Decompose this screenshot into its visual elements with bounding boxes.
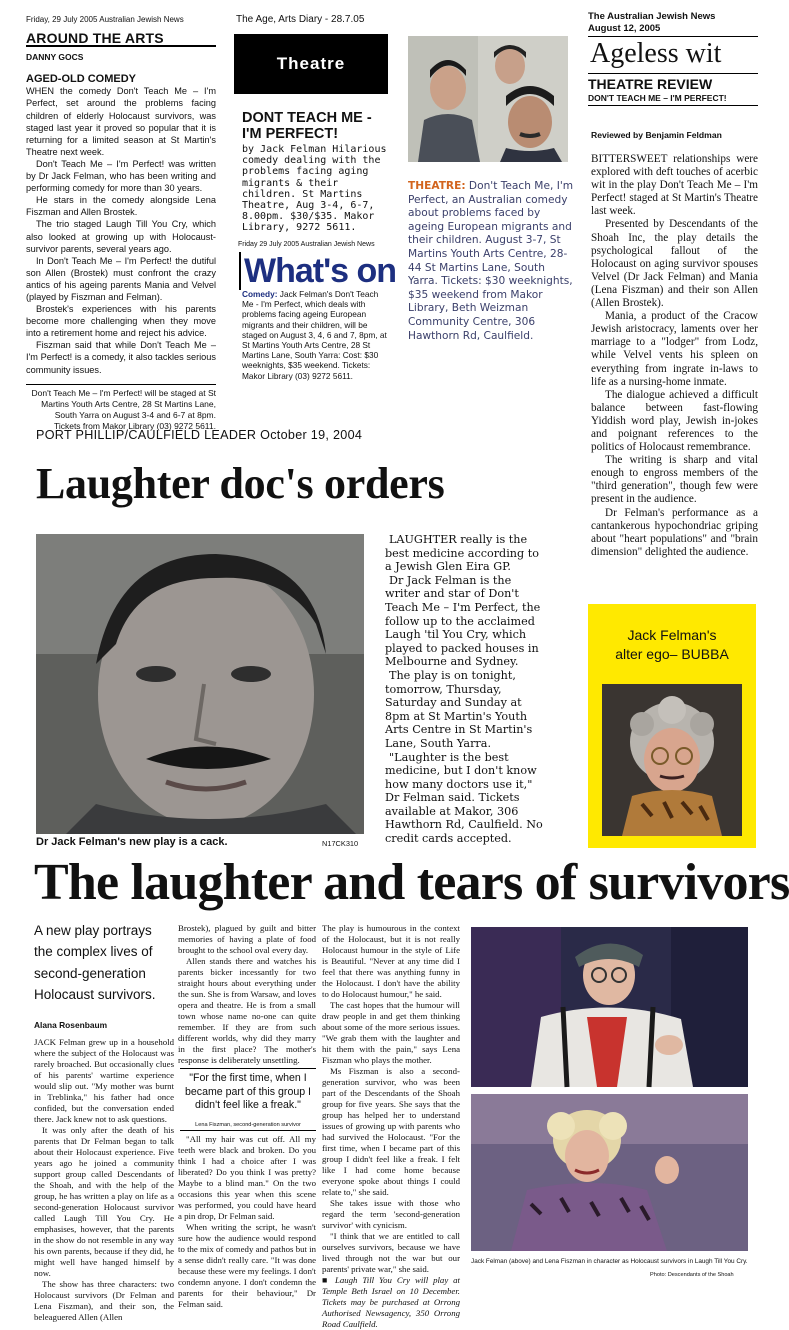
- byline: Alana Rosenbaum: [34, 1020, 108, 1030]
- clipping-header: Friday 29 July 2005 Australian Jewish News: [238, 241, 375, 248]
- paragraph: Ms Fiszman is also a second-generation survivor, who was been part of the Descendants of the Shoah group for five years. She says that the group has helped her to understand issues of growing up with parents who had survived the Holocaust. "For the first time, when I became part of this group I didn't feel like a freak. I felt like I had come home because everyone spoke about things I could relate to," she said.: [322, 1066, 460, 1197]
- paragraph: "I think that we are entitled to call ourselves survivors, because we have lived through not the war but our parents' private war," she said.: [322, 1231, 460, 1274]
- around-the-arts-clipping: [26, 14, 216, 431]
- bubba-panel: [588, 604, 756, 848]
- paragraph: Dr Felman's performance as a cantankerous hypochondriac griping about "heart populations" and "brain dimension" delighted the audience.: [591, 506, 758, 558]
- listing-title: DONT TEACH ME - I'M PERFECT!: [242, 110, 372, 142]
- bubba-caption-line: Jack Felman's: [627, 627, 717, 643]
- paragraph: WHEN the comedy Don't Teach Me – I'm Perfect, set around the problems facing children of elderly Holocaust survivors, was staged last year it proved so popular that it is returning for a limited season at St Martin's Theatre next week.: [26, 86, 216, 157]
- pull-quote-credit: Lena Fiszman, second-generation survivor: [180, 1122, 316, 1131]
- bubba-caption: [588, 626, 756, 664]
- paragraph: She takes issue with those who regard the term 'second-generation survivor' with cynicism.: [322, 1198, 460, 1230]
- event-note: ■ Laugh Till You Cry will play at Temple Beth Israel on 10 December. Tickets may be purchased at Orrong Authorised Newsagency, 350 Orrong Road Caulfield.: [322, 1275, 460, 1329]
- paragraph: He stars in the comedy alongside Lena Fiszman and Allen Brostek.: [26, 195, 216, 218]
- paragraph: The dialogue achieved a difficult balance between fast-flowing Yiddish word play, Jewish in-jokes and poignant references to the politics of Holocaust remembrance.: [591, 388, 758, 454]
- fiszman-in-character-image: [471, 1094, 748, 1251]
- listing-body: by Jack Felman Hilarious comedy dealing with the problems facing aging migrants & their children. St Martins Theatre, Aug 3-4, 6-7, 8.00pm. $30/$35. Makor Library, 9272 5611.: [242, 144, 387, 234]
- paragraph: Mania, a product of the Cracow Jewish aristocracy, laments over her marriage to a "lodger" from Lodz, while Velvel vents his spleen on everything from ingrate in-laws to life as a nursing-home inmate.: [591, 310, 758, 388]
- fiszman-in-character-photo: [471, 1094, 748, 1251]
- paragraph: "All my hair was cut off. All my teeth were black and broken. Do you think I had a choice after I was liberated? Do you think I was pretty? Maybe to a blind man." On the two occasions this year when this scene was performed, you could have heard a pin drop, Dr Felman said.: [178, 1134, 316, 1221]
- photo-code: N17CK310: [322, 839, 359, 848]
- paragraph: In Don't Teach Me – I'm Perfect! the dutiful son Allen (Brostek) must confront the crazy antics of his ageing parents Mania and Velvel (played by Fiszman and Felman).: [26, 255, 216, 302]
- review-title: Ageless wit: [588, 36, 758, 71]
- paragraph: Allen stands there and watches his parents bicker incessantly for two straight hours about everything under the sun. She is from Warsaw, and loves opera and theatre. He is from a small town whose name no-one can quite remember. If they are from such different worlds, why did they marry in the first place? The mother's response is deliberately unsettling.: [178, 956, 316, 1065]
- paragraph: LAUGHTER really is the best medicine according to a Jewish Glen Eira GP.: [385, 533, 539, 574]
- section-tag: Theatre: [234, 34, 388, 94]
- article-headline: Laughter doc's orders: [36, 459, 445, 508]
- article-standfirst: A new play portrays the complex lives of second-generation Holocaust survivors.: [34, 923, 156, 1002]
- source-date: August 12, 2005: [588, 23, 661, 34]
- paragraph: Dr Jack Felman is the writer and star of Don't Teach Me – I'm Perfect, the follow up to the acclaimed Laugh 'til You Cry, which played to packed houses in Melbourne and Sydney.: [385, 573, 541, 669]
- listing-lead: Comedy:: [242, 289, 278, 299]
- paragraph: The show has three characters: two Holocaust survivors (Dr Felman and Lena Fiszman), and their son, the beleaguered Allen (Allen: [34, 1279, 174, 1322]
- whats-on-logo: What's on: [239, 252, 396, 290]
- paragraph: "Laughter is the best medicine, but I don't know how many doctors use it," Dr Felman said. Tickets available at Makor, 306 Hawthorn Rd, Caulfield. No credit cards accepted.: [385, 750, 543, 846]
- paragraph: The play is on tonight, tomorrow, Thursday, Saturday and Sunday at 8pm at St Martin's Youth Arts Centre in St Martin's Lane, South Yarra.: [385, 668, 533, 750]
- review-body: [591, 153, 758, 559]
- headline: AGED-OLD COMEDY: [26, 73, 136, 86]
- paragraph: Brostek), plagued by guilt and bitter memories of having a plate of food brought to the school oval every day.: [178, 923, 316, 955]
- felman-portrait-image: [36, 534, 364, 834]
- source-label: The Age, Arts Diary - 28.7.05: [236, 14, 365, 25]
- column-title: AROUND THE ARTS: [26, 32, 216, 47]
- felman-in-character-photo: [471, 927, 748, 1087]
- pull-quote: "For the first time, when I became part of this group I didn't feel like a freak.": [180, 1068, 316, 1113]
- review-section: THEATRE REVIEW: [588, 73, 758, 92]
- paragraph: The trio staged Laugh Till You Cry, which also looked at growing up with Holocaust-survivor parents, several years ago.: [26, 219, 216, 254]
- review-subtitle: DON'T TEACH ME – I'M PERFECT!: [588, 93, 758, 106]
- paragraph: When writing the script, he wasn't sure how the audience would respond to the mix of comedy and pathos but in a sense didn't really care. "It was done because these were my feelings. I don't condemn anyone. I don't condemn the parents for their behaviour," Dr Felman said.: [178, 1222, 316, 1309]
- clipping-header: Friday, 29 July 2005 Australian Jewish News: [26, 15, 184, 24]
- bubba-photo: [602, 684, 742, 836]
- listing-body: [242, 289, 392, 381]
- paragraph: The writing is sharp and vital enough to engross members of the "third generation", though few were present in the audience.: [591, 454, 758, 506]
- bubba-caption-line: alter ego– BUBBA: [615, 646, 729, 662]
- paragraph: It was only after the death of his parents that Dr Felman began to talk about their Holocaust experience. Five years ago he joined a community support group called Descendants of the Shoah, and with the help of the group, he has written a play on life as a second-generation Holocaust survivor called Laugh Till You Cry. He emphasises, however, that the parents in the show do not resemble in any way his own parents, because if they did, he might well have hanged himself by now.: [34, 1125, 174, 1278]
- article-body: [385, 533, 545, 846]
- listing-lead: THEATRE:: [408, 180, 466, 192]
- paragraph: Fiszman said that while Don't Teach Me – I'm Perfect! is a comedy, it also tackles serious community issues.: [26, 340, 216, 375]
- source-label: PORT PHILLIP/CAULFIELD LEADER October 19, 2004: [36, 428, 363, 442]
- paragraph: Presented by Descendants of the Shoah Inc, the play details the psychological fallout of the Holocaust on aging survivor spouses Velvel (Dr Jack Felman) and Mania (Lena Fiszman) and their son Allen (Allen Brostek).: [591, 218, 758, 310]
- listing-text: Don't Teach Me, I'm Perfect, an Australian comedy about problems faced by ageing European migrants and their children. August 3-7, St Martins Youth Arts Centre, 28-44 St Martins Lane, South Yarra. Tickets: $30 weeknights, $35 weekend from Makor Library, Beth Weizman Community Centre, 306 Hawthorn Rd, Caulfield.: [408, 180, 574, 342]
- paragraph: Brostek's experiences with his parents become more challenging when they move into a retirement home and reject his advice.: [26, 304, 216, 339]
- article-column: [322, 923, 460, 1330]
- cast-photo-image: [408, 36, 568, 162]
- paragraph: Don't Teach Me – I'm Perfect! was written by Dr Jack Felman, who has been writing and performing comedy for more than 30 years.: [26, 158, 216, 194]
- felman-in-character-image: [471, 927, 748, 1087]
- article-column: [178, 1134, 316, 1310]
- source-label: [588, 11, 715, 35]
- article-headline: The laughter and tears of survivors: [34, 854, 789, 911]
- byline: Reviewed by Benjamin Feldman: [591, 130, 722, 140]
- byline: DANNY GOCS: [26, 52, 84, 63]
- photo-caption: Dr Jack Felman's new play is a cack.: [36, 836, 228, 848]
- paragraph: BITTERSWEET relationships were explored with deft touches of acerbic wit in the play Don't Teach Me – I'm Perfect! staged at St Martin's Theatre last week.: [591, 153, 758, 218]
- theatre-listing: [408, 180, 576, 343]
- article-column: [34, 1037, 174, 1323]
- cast-photo: [408, 36, 568, 162]
- paragraph: The cast hopes that the humour will draw people in and get them thinking about some of the more serious issues. "We grab them with the laughter and hit them with the pain," says Lena Fiszman who plays the mother.: [322, 1000, 460, 1065]
- photo-caption: Jack Felman (above) and Lena Fiszman in character as Holocaust survivors in Laugh Till You Cry.: [471, 1258, 748, 1265]
- paragraph: The play is humourous in the context of the Holocaust, but it is not really Holocaust humour in the style of Life is Beautiful. "Never at any time did I feel that there was anything funny in the Holocaust. I don't have the ability to do Holocaust humour," he said.: [322, 923, 460, 999]
- paragraph: JACK Felman grew up in a household where the subject of the Holocaust was rarely broached. But occasionally clues of his parents' wartime experience would slip out. "My mother was burnt in Treblinka," his father had once confided, but the conversation ended there. Jack knew not to ask questions.: [34, 1037, 174, 1124]
- photo-credit: Photo: Descendants of the Shoah: [650, 1272, 734, 1278]
- listing-text: Jack Felman's Don't Teach Me - I'm Perfect, which deals with problems facing ageing European migrants and their children, will be staged on August 3, 4, 6 and 7, 8pm, at St Martins Youth Arts Centre, 28 St Martins Lane, South Yarra: Cost: $30 weeknights, $35 weekend. Tickets: Makor Library (03) 9272 5611.: [242, 289, 387, 381]
- review-masthead: [588, 36, 758, 126]
- bubba-photo-image: [602, 684, 742, 836]
- article-column: [178, 923, 316, 1066]
- event-details: Don't Teach Me – I'm Perfect! will be staged at St Martins Youth Arts Centre, 28 St Martins Lane, South Yarra on August 3-4 and 6-7 at 8pm. Tickets from Makor Library (03) 9272 5611.: [26, 384, 216, 432]
- source-publication: The Australian Jewish News: [588, 11, 716, 22]
- felman-portrait-photo: [36, 534, 364, 834]
